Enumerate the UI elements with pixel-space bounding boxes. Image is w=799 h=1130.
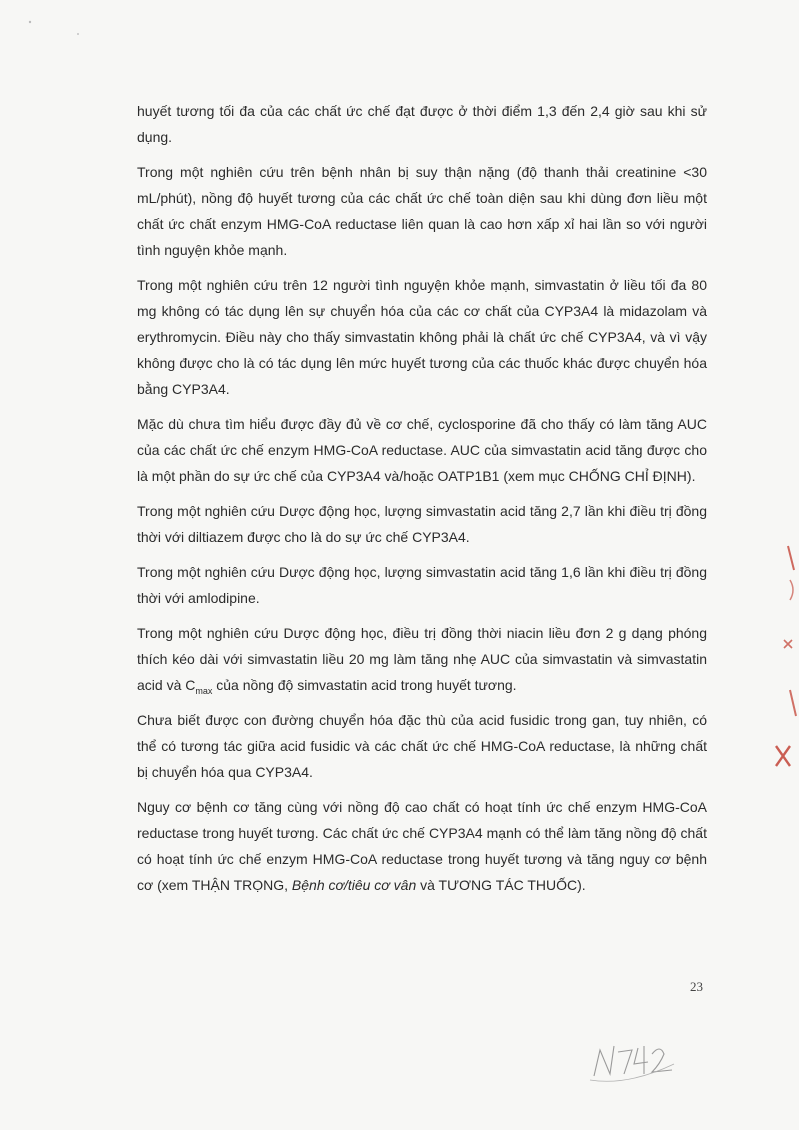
handwritten-signature: [588, 1030, 678, 1090]
paragraph-5: Trong một nghiên cứu Dược động học, lượng simvastatin acid tăng 2,7 lần khi điều trị đồng thời với diltiazem được cho là do sự ức chế CYP3A4.: [137, 503, 707, 545]
paragraph-9-before: Nguy cơ bệnh cơ tăng cùng với nồng độ cao chất có hoạt tính ức chế enzym HMG-CoA reductase trong huyết tương. Các chất ức chế CYP3A4 mạnh có thể làm tăng nồng độ chất có hoạt tính ức chế enzym HMG-CoA reductase trong huyết tương và tăng nguy cơ bệnh cơ (xem THẬN TRỌNG,: [137, 799, 707, 893]
paragraph-4: Mặc dù chưa tìm hiểu được đầy đủ về cơ chế, cyclosporine đã cho thấy có làm tăng AUC của các chất ức chế enzym HMG-CoA reductase. AUC của simvastatin acid tăng được cho là một phần do sự ức chế của CYP3A4 và/hoặc OATP1B1 (xem mục CHỐNG CHỈ ĐỊNH).: [137, 416, 707, 484]
paragraph-3: Trong một nghiên cứu trên 12 người tình nguyện khỏe mạnh, simvastatin ở liều tối đa 80 mg không có tác dụng lên sự chuyển hóa của các cơ chất của CYP3A4 là midazolam và erythromycin. Điều này cho thấy simvastatin không phải là chất ức chế CYP3A4, và vì vậy không được cho là có tác dụng lên mức huyết tương của các thuốc khác được chuyển hóa bằng CYP3A4.: [137, 277, 707, 397]
body-text: [137, 98, 707, 907]
cmax-subscript: max: [195, 685, 213, 696]
paragraph-7: [137, 620, 707, 698]
margin-stamp: [770, 540, 799, 780]
paragraph-1: huyết tương tối đa của các chất ức chế đạt được ở thời điểm 1,3 đến 2,4 giờ sau khi sử dụng.: [137, 103, 707, 145]
paragraph-9-after: và TƯƠNG TÁC THUỐC).: [416, 877, 586, 893]
paragraph-7-after: của nồng độ simvastatin acid trong huyết tương.: [212, 677, 517, 693]
page-number: 23: [690, 979, 703, 994]
paragraph-9-italic: Bệnh cơ/tiêu cơ vân: [291, 877, 417, 893]
paragraph-8: Chưa biết được con đường chuyển hóa đặc thù của acid fusidic trong gan, tuy nhiên, có thể có tương tác giữa acid fusidic và các chất ức chế HMG-CoA reductase, là những chất bị chuyển hóa qua CYP3A4.: [137, 712, 707, 780]
paragraph-9: [137, 794, 707, 898]
paragraph-6: Trong một nghiên cứu Dược động học, lượng simvastatin acid tăng 1,6 lần khi điều trị đồng thời với amlodipine.: [137, 564, 707, 606]
paragraph-2: Trong một nghiên cứu trên bệnh nhân bị suy thận nặng (độ thanh thải creatinine <30 mL/phút), nồng độ huyết tương của các chất ức chế toàn diện sau khi dùng đơn liều một chất ức chất enzym HMG-CoA reductase liên quan là cao hơn xấp xỉ hai lần so với người tình nguyện khỏe mạnh.: [137, 164, 707, 258]
scan-specks: [0, 0, 120, 60]
paragraph-7-before: Trong một nghiên cứu Dược động học, điều trị đồng thời niacin liều đơn 2 g dạng phóng thích kéo dài với simvastatin liều 20 mg làm tăng nhẹ AUC của simvastatin và simvastatin acid và C: [137, 625, 707, 693]
